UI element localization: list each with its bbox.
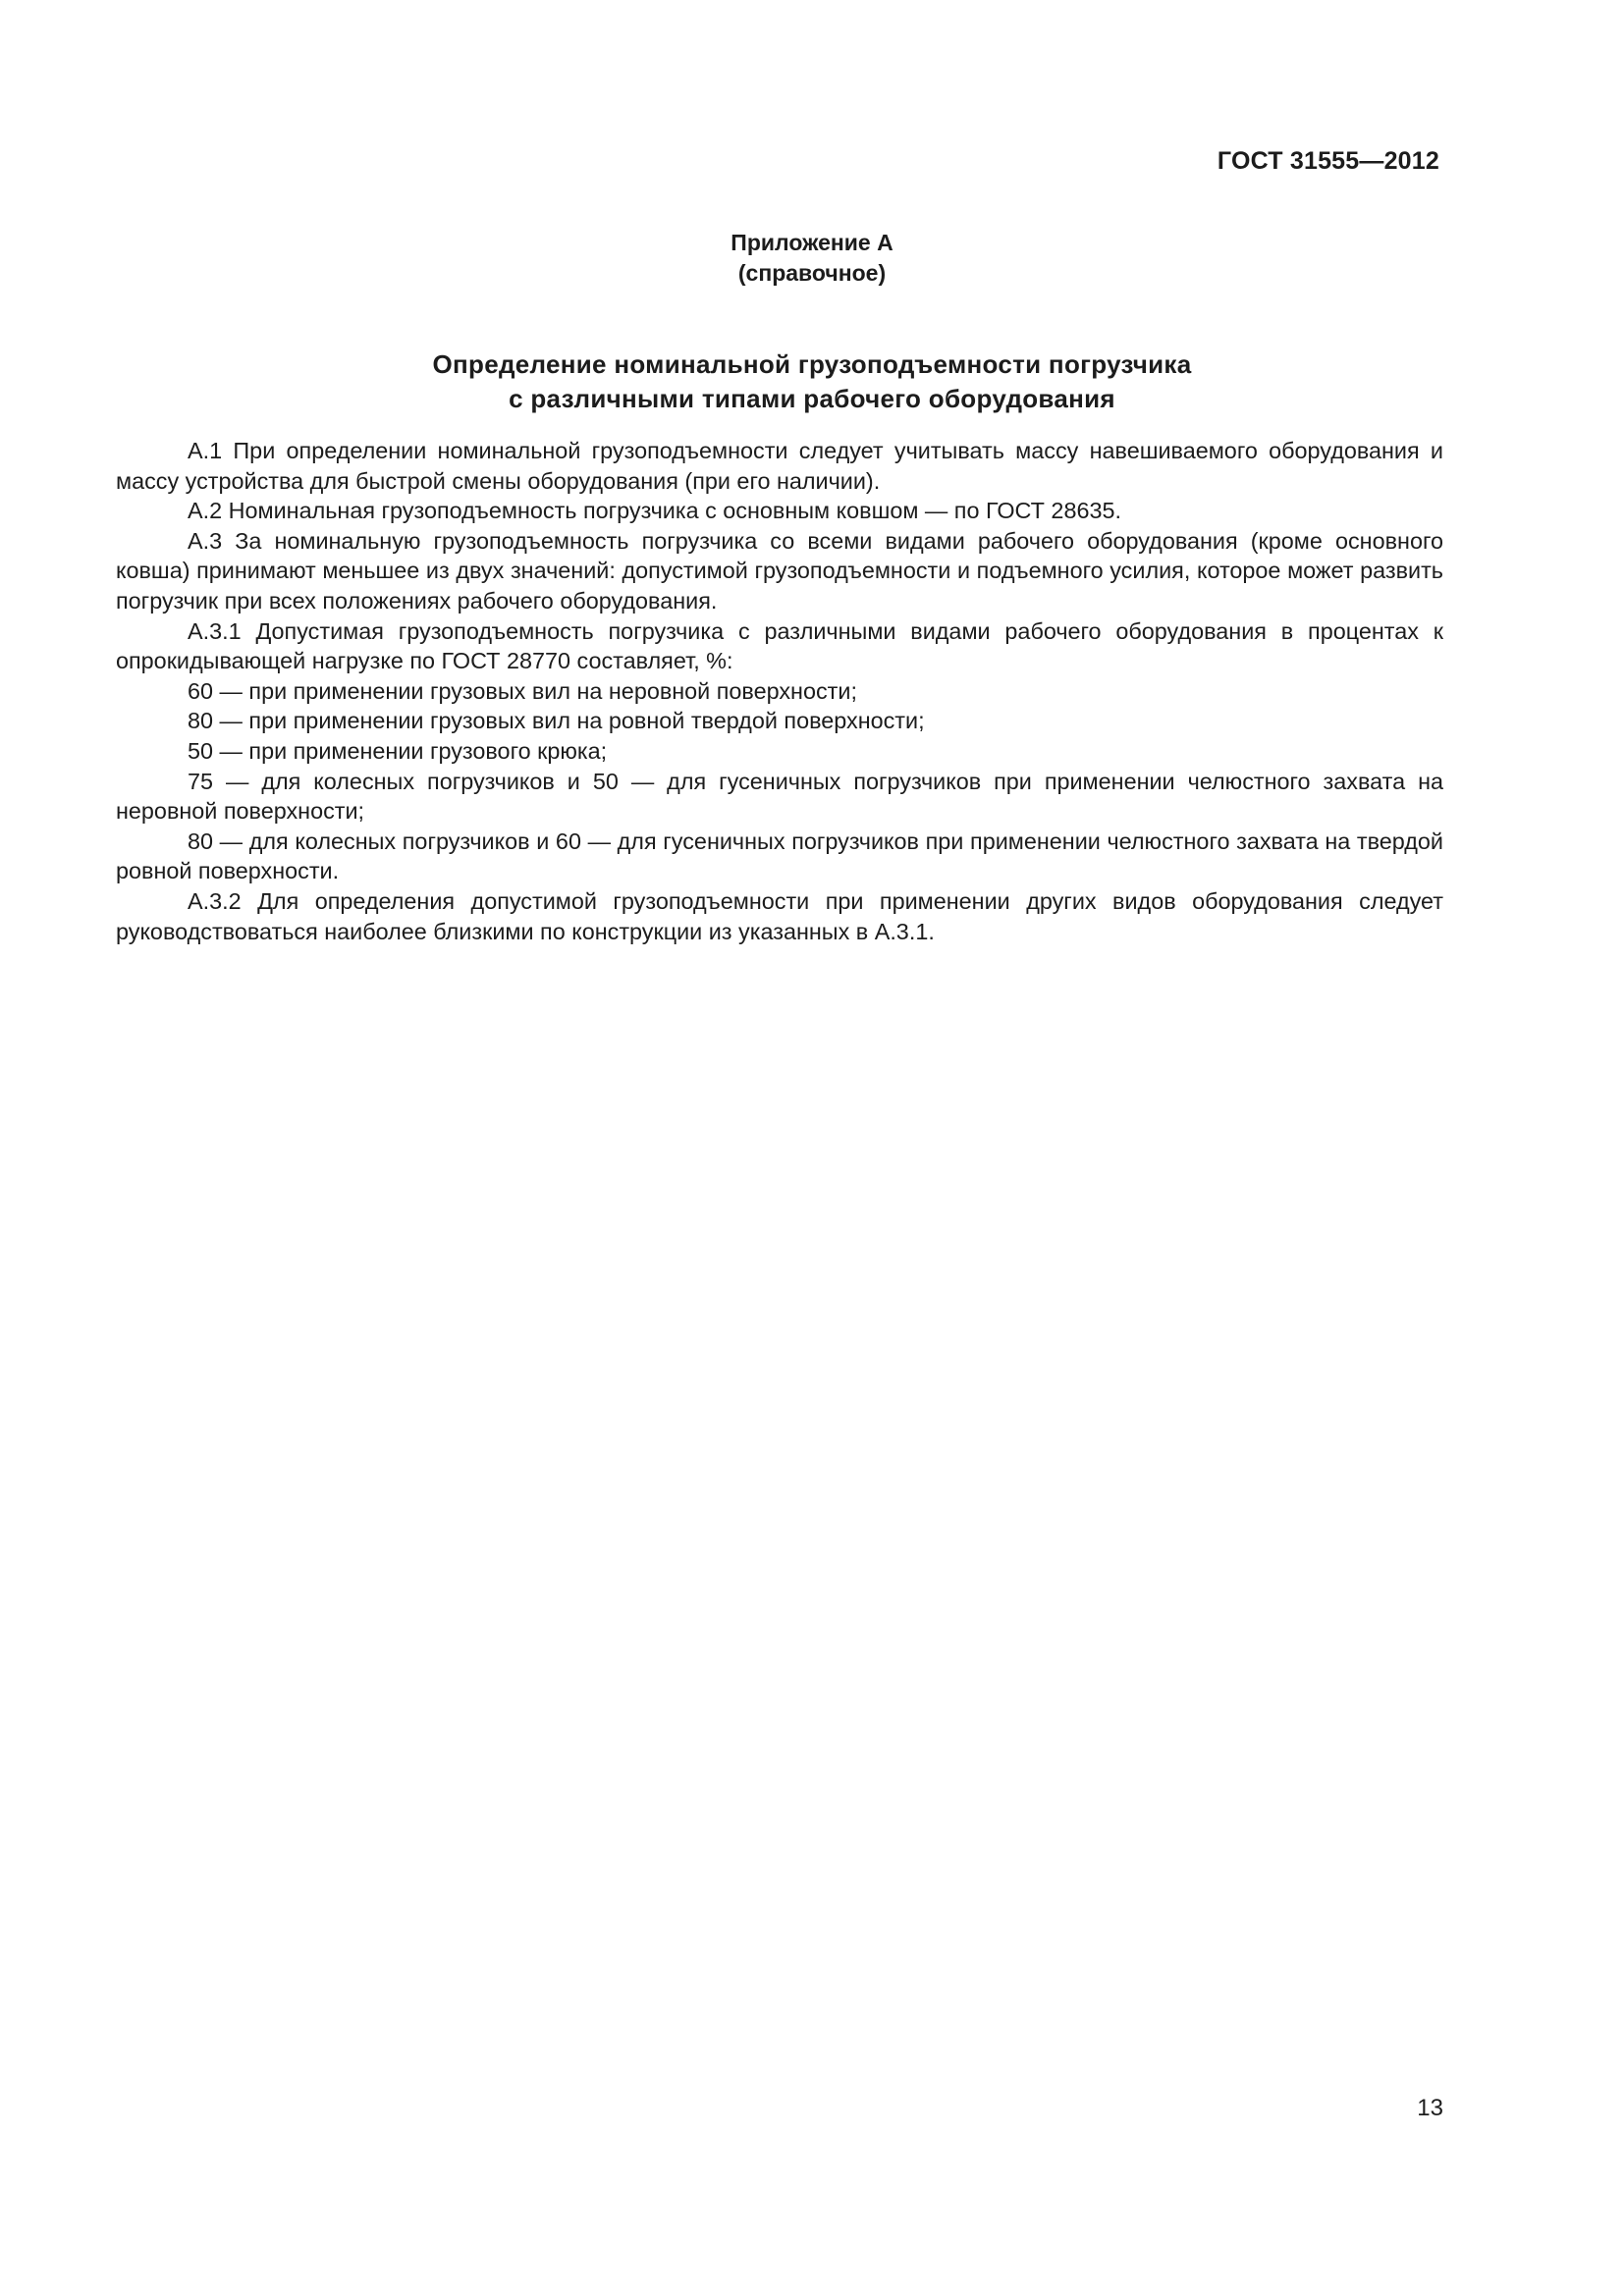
paragraph-a3: А.3 За номинальную грузоподъемность погрузчика со всеми видами рабочего оборудования (кроме основного ковша) принимают меньшее из двух значений: допустимой грузоподъемности и подъемного усилия, которое может развить погрузчик при всех положениях рабочего оборудования. — [116, 527, 1443, 614]
standard-code-header: ГОСТ 31555—2012 — [1217, 147, 1439, 175]
paragraph-a3-2: А.3.2 Для определения допустимой грузоподъемности при применении других видов оборудования следует руководствоваться наиболее близкими по конструкции из указанных в А.3.1. — [116, 887, 1443, 944]
list-item: 50 — при применении грузового крюка; — [188, 737, 608, 764]
paragraph-a3-1: А.3.1 Допустимая грузоподъемность погрузчика с различными видами рабочего оборудования в процентах к опрокидывающей нагрузке по ГОСТ 28770 составляет, %: — [116, 617, 1443, 674]
list-item: 80 — при применении грузовых вил на ровной твердой поверхности; — [188, 708, 925, 734]
list-item: 75 — для колесных погрузчиков и 50 — для гусеничных погрузчиков при применении челюстного захвата на неровной поверхности; — [116, 768, 1443, 825]
paragraph-a2: А.2 Номинальная грузоподъемность погрузчика с основным ковшом — по ГОСТ 28635. — [188, 498, 1121, 524]
page-number: 13 — [1417, 2095, 1443, 2121]
annex-heading — [0, 228, 1624, 289]
list-item: 80 — для колесных погрузчиков и 60 — для гусеничных погрузчиков при применении челюстного захвата на твердой ровной поверхности. — [116, 828, 1443, 884]
section-title-line-2: с различными типами рабочего оборудования — [509, 384, 1115, 413]
annex-label: Приложение А — [731, 230, 893, 255]
body-text — [116, 436, 1443, 946]
section-title-line-1: Определение номинальной грузоподъемности погрузчика — [432, 349, 1192, 379]
list-item: 60 — при применении грузовых вил на неровной поверхности; — [188, 677, 857, 704]
paragraph-a1: А.1 При определении номинальной грузоподъемности следует учитывать массу навешиваемого оборудования и массу устройства для быстрой смены оборудования (при его наличии). — [116, 438, 1443, 494]
section-title — [0, 347, 1624, 416]
annex-status: (справочное) — [737, 260, 887, 286]
